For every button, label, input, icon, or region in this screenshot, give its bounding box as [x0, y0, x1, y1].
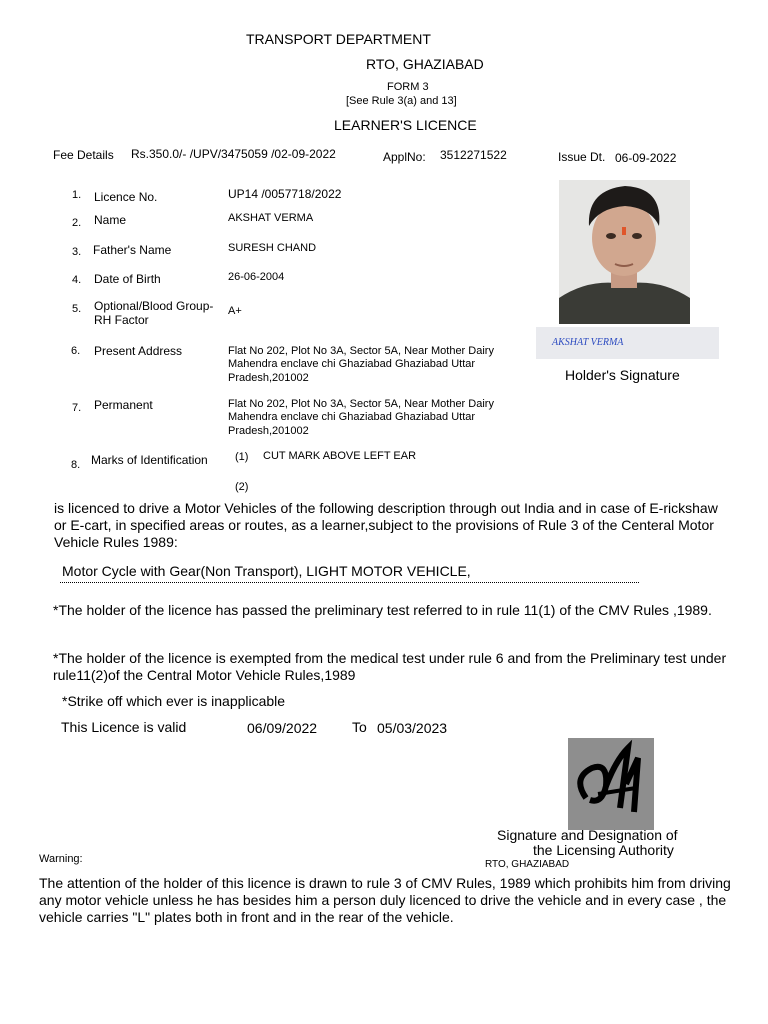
form-number: FORM 3 [387, 81, 429, 93]
field-number: 4. [72, 274, 82, 286]
fee-details-value: Rs.350.0/- /UPV/3475059 /02-09-2022 [131, 147, 336, 161]
licenced-statement: is licenced to drive a Motor Vehicles of the following description through out India and in case of E-rickshaw or E-cart, in specified areas or routes, as a learner,subject to the provisions of Rule 3 of the Centeral Motor Vehicle Rules 1989: [54, 500, 718, 550]
field-number: 5. [72, 303, 82, 315]
issue-date-label: Issue Dt. [558, 150, 606, 164]
strike-off-note: *Strike off which ever is inapplicable [62, 693, 286, 709]
appl-no-label: ApplNo: [383, 150, 426, 164]
document-title: LEARNER'S LICENCE [334, 117, 477, 133]
permanent-address-line: Flat No 202, Plot No 3A, Sector 5A, Near Mother Dairy [228, 398, 494, 410]
mark-1-number: (1) [235, 451, 249, 463]
name-value: AKSHAT VERMA [228, 212, 314, 224]
warning-label: Warning: [39, 853, 83, 865]
rule-reference: [See Rule 3(a) and 13] [346, 95, 457, 107]
note-preliminary-test: *The holder of the licence has passed the preliminary test referred to in rule 11(1) of the CMV Rules ,1989. [53, 602, 712, 618]
blood-group-label: Optional/Blood Group- [94, 299, 214, 313]
permanent-address-line: Mahendra enclave chi Ghaziabad Ghaziabad Uttar [228, 411, 476, 423]
issue-date-value: 06-09-2022 [615, 151, 677, 165]
field-number: 3. [72, 246, 82, 258]
holder-photo [559, 180, 690, 324]
vehicle-classes: Motor Cycle with Gear(Non Transport), LIGHT MOTOR VEHICLE, [62, 563, 471, 579]
holder-signature-image [536, 327, 719, 359]
field-number: 1. [72, 189, 82, 201]
field-number: 2. [72, 217, 82, 229]
holder-signature-label: Holder's Signature [565, 367, 680, 383]
authority-signature-image [568, 738, 654, 830]
dob-value: 26-06-2004 [228, 271, 285, 283]
mark-2-number: (2) [235, 481, 249, 493]
father-name-label: Father's Name [93, 243, 172, 257]
note-medical-exemption: *The holder of the licence is exempted from the medical test under rule 6 and from the Preliminary test under rule11(2)of the Central Motor Vehicle Rules,1989 [53, 650, 727, 683]
field-number: 7. [72, 402, 82, 414]
field-number: 8. [71, 459, 81, 471]
authority-office: RTO, GHAZIABAD [485, 859, 570, 870]
present-address-line: Flat No 202, Plot No 3A, Sector 5A, Near Mother Dairy [228, 345, 494, 357]
valid-to-label: To [352, 719, 367, 735]
valid-label: This Licence is valid [61, 719, 187, 735]
present-address-line: Mahendra enclave chi Ghaziabad Ghaziabad Uttar [228, 358, 476, 370]
licence-no-value: UP14 /0057718/2022 [228, 187, 342, 201]
present-address-line: Pradesh,201002 [228, 372, 309, 384]
dob-label: Date of Birth [94, 272, 161, 286]
rto-title: RTO, GHAZIABAD [366, 56, 484, 72]
rh-factor-label: RH Factor [94, 313, 149, 327]
licence-no-label: Licence No. [94, 190, 158, 204]
valid-from-date: 06/09/2022 [247, 720, 318, 736]
authority-signature-label: Signature and Designation of [497, 827, 678, 843]
authority-signature-scribble [568, 738, 654, 830]
marks-identification-label: Marks of Identification [91, 453, 208, 467]
mark-1-value: CUT MARK ABOVE LEFT EAR [263, 450, 417, 462]
department-title: TRANSPORT DEPARTMENT [246, 31, 431, 47]
holder-signature-text: AKSHAT VERMA [552, 337, 624, 348]
blood-group-value: A+ [228, 305, 242, 317]
licensing-authority-label: the Licensing Authority [533, 842, 674, 858]
holder-photo-image [559, 180, 690, 324]
field-number: 6. [71, 345, 81, 357]
father-name-value: SURESH CHAND [228, 242, 317, 254]
appl-no-value: 3512271522 [440, 148, 507, 162]
warning-text: The attention of the holder of this licence is drawn to rule 3 of CMV Rules, 1989 which prohibits him from driving any motor vehicle unless he has besides him a person duly licenced to drive the vehicle and in every case , the vehicle carries "L" plates both in front and in the rear of the vehicle. [39, 875, 731, 925]
fee-details-label: Fee Details [53, 148, 114, 162]
signature-scribble [536, 327, 719, 359]
permanent-address-label: Permanent [94, 398, 153, 412]
valid-to-date: 05/03/2023 [377, 720, 448, 736]
name-label: Name [94, 213, 127, 227]
vehicle-classes-dotted-line [60, 582, 639, 583]
permanent-address-line: Pradesh,201002 [228, 425, 309, 437]
present-address-label: Present Address [94, 344, 183, 358]
